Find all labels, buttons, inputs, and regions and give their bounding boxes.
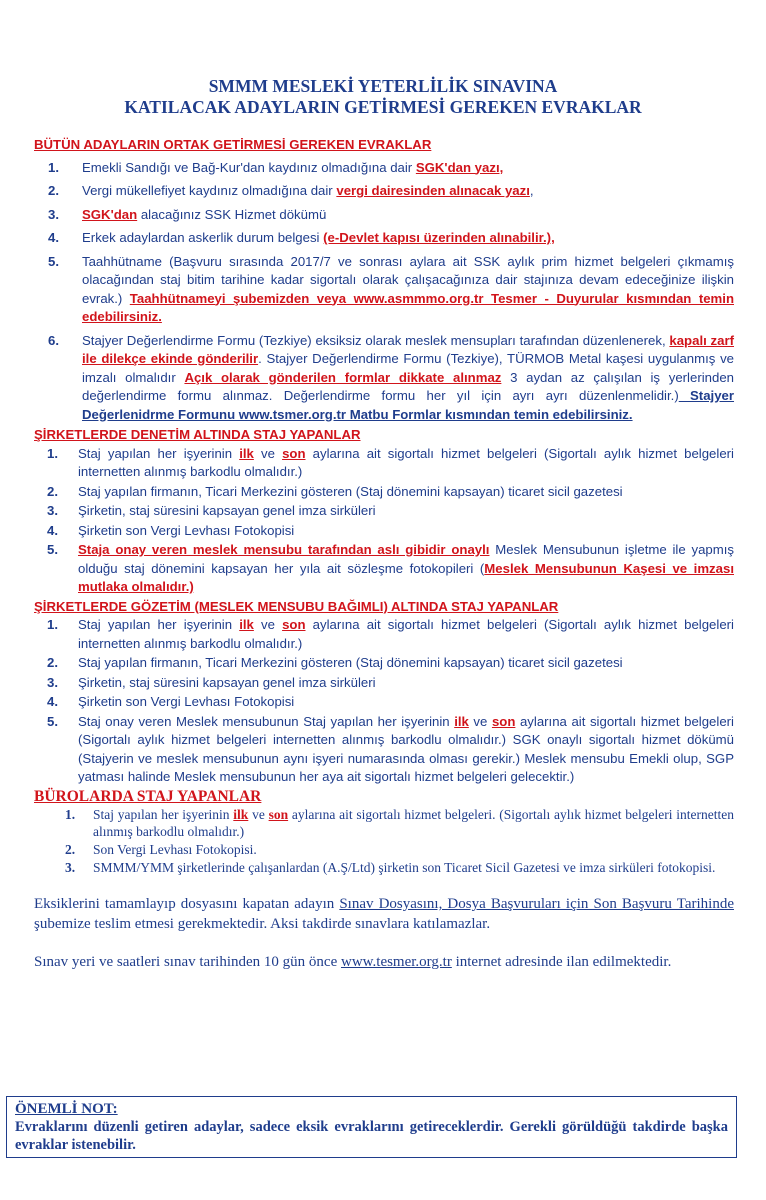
item-number: 5.	[48, 253, 59, 269]
office-internship-list	[34, 806, 734, 876]
item-highlight: son	[282, 617, 306, 632]
item-text: ve	[468, 713, 492, 729]
item-highlight: son	[282, 445, 306, 461]
item-text: 3 aydan az çalışılan iş yerlerinden değerlendirme formu alınmaz. Değerlendirme formu her yıl için ayrı ayrı düzenlenmelidir.)	[82, 369, 734, 403]
item-text: Son Vergi Levhası Fotokopisi.	[93, 842, 257, 857]
item-text: ,	[529, 183, 534, 198]
document-body	[34, 136, 734, 972]
item-text: Staj yapılan firmanın, Ticari Merkezini gösteren (Staj dönemini kapsayan) ticaret sicil gazetesi	[78, 655, 623, 670]
item-text: Taahhütname (Başvuru sırasında 2017/7 ve sonrası aylara ait SSK aylık prim hizmet belgeleri çıkmamış olacağından staj bitim tarihine kadar sigortalı olarak çalışacağınıza dair stajınıza devam edeceğinize ilişkin evrak.)	[82, 253, 734, 306]
item-highlight: ilk	[454, 713, 469, 729]
item-highlight: Staja onay veren meslek mensubu tarafından aslı gibidir onaylı	[78, 542, 490, 557]
item-highlight: son	[491, 713, 516, 729]
item-text: Şirketin son Vergi Levhası Fotokopisi	[78, 694, 295, 709]
list-item	[34, 483, 734, 502]
important-note-box	[6, 1096, 737, 1158]
item-number: 3.	[48, 206, 59, 222]
item-number: 1.	[47, 445, 58, 461]
list-item	[34, 841, 734, 858]
item-number: 3.	[65, 860, 76, 875]
important-note-heading: ÖNEMLİ NOT:	[15, 1101, 118, 1117]
document-title-line-2: KATILACAK ADAYLARIN GETİRMESİ GEREKEN EVRAKLAR	[124, 97, 642, 117]
item-number: 4.	[47, 522, 58, 538]
item-number: 1.	[48, 159, 59, 175]
list-item	[34, 674, 734, 693]
list-item	[34, 806, 734, 840]
item-number: 2.	[65, 842, 76, 857]
item-number: 2.	[48, 183, 59, 198]
item-highlight: ilk	[233, 807, 249, 822]
paragraph-text: internet adresinde ilan edilmektedir.	[451, 954, 672, 970]
item-text: Emekli Sandığı ve Bağ-Kur'dan kaydınız olmadığına dair	[82, 159, 416, 175]
item-text: aylarına ait sigortalı hizmet belgeleri (Sigortalı aylık hizmet belgeleri internetten alınmış barkodlu olmalıdır.) SGK onaylı sigortalı hizmet dökümü (Stajyerin ve meslek mensubunun aynı işyeri numarasında olması gerekir.) Meslek mensubu Emekli olup, SGP yatması halinde Meslek mensubunun her aya ait sigortalı hizmet belgeleri gelecektir.)	[78, 713, 734, 784]
deadline-underlined-text: Sınav Dosyasını, Dosya Başvuruları için Son Başvuru Tarihinde	[339, 896, 734, 912]
item-text: SMMM/YMM şirketlerinde çalışanlardan (A.Ş/Ltd) şirketin son Ticaret Sicil Gazetesi ve imza sirküleri fotokopisi.	[93, 860, 716, 875]
list-item	[34, 502, 734, 521]
important-note-text: Evraklarını düzenli getiren adaylar, sadece eksik evraklarını getireceklerdir. Gerekli görüldüğü takdirde başka evraklar istenebilir.	[15, 1119, 728, 1153]
paragraph-text: şubemize teslim etmesi gerekmektedir. Aksi takdirde sınavlara katılamazlar.	[34, 916, 491, 932]
section-heading-audit-internship: ŞİRKETLERDE DENETİM ALTINDA STAJ YAPANLAR	[34, 427, 361, 442]
item-text: Erkek adaylardan askerlik durum belgesi	[82, 230, 324, 245]
section-heading-office-internship: BÜROLARDA STAJ YAPANLAR	[34, 787, 262, 805]
item-number: 1.	[65, 807, 76, 822]
item-text: Vergi mükellefiyet kaydınız olmadığına dair	[82, 183, 337, 198]
paragraph-text: Sınav yeri ve saatleri sınav tarihinden 10 gün önce	[34, 954, 341, 970]
audit-internship-list	[34, 445, 734, 597]
item-number: 1.	[47, 617, 58, 632]
list-item	[34, 859, 734, 876]
list-item	[34, 206, 734, 225]
item-text: Şirketin, staj süresini kapsayan genel imza sirküleri	[78, 674, 376, 690]
paragraph-text: Eksiklerini tamamlayıp dosyasını kapatan adayın	[34, 896, 340, 912]
item-number: 2.	[47, 483, 58, 499]
item-highlight: Meslek Mensubunun Kaşesi ve imzası mutlaka olmalıdır.)	[78, 560, 734, 594]
common-documents-list	[34, 159, 734, 425]
item-number: 4.	[47, 694, 58, 709]
item-number: 4.	[48, 230, 59, 245]
item-text: Şirketin, staj süresini kapsayan genel imza sirküleri	[78, 503, 376, 518]
item-text: alacağınız SSK Hizmet dökümü	[137, 206, 327, 222]
item-text: Stajyer Değerlendirme Formu (Tezkiye) eksiksiz olarak meslek mensupları tarafından düzenlenerek,	[82, 332, 670, 348]
item-number: 3.	[47, 503, 58, 518]
list-item	[34, 445, 734, 482]
list-item	[34, 541, 734, 597]
item-text: Meslek Mensubunun işletme ile yapmış olduğu staj dönemini kapsayan her yıla ait sözleşme fotokopileri (	[78, 542, 734, 576]
item-highlight: SGK'dan	[82, 206, 138, 222]
item-highlight: SGK'dan yazı,	[415, 159, 504, 175]
item-highlight: (e-Devlet kapısı üzerinden alınabilir.),	[323, 230, 555, 245]
item-number: 6.	[48, 332, 59, 348]
list-item	[34, 253, 734, 327]
item-highlight: Açık olarak gönderilen formlar dikkate alınmaz	[184, 369, 502, 385]
list-item	[34, 654, 734, 673]
item-text: aylarına ait sigortalı hizmet belgeleri. (Sigortalı aylık hizmet belgeleri internetten alınmış barkodlu olmalıdır.)	[93, 807, 735, 839]
list-item	[34, 693, 734, 712]
item-text: . Stajyer Değerlendirme Formu (Tezkiye), TÜRMOB Metal kaşesi uygulanmış ve imzalı olmalıdır	[82, 351, 734, 385]
item-highlight: Taahhütnameyi şubemizden veya www.asmmmo.org.tr Tesmer - Duyurular kısmından temin edebilirsiniz.	[82, 290, 734, 324]
list-item	[34, 229, 734, 248]
website-link[interactable]: www.tesmer.org.tr	[341, 954, 452, 970]
item-text: Staj yapılan her işyerinin	[78, 617, 240, 632]
item-highlight: vergi dairesinden alınacak yazı	[336, 183, 530, 198]
form-link-text: Stajyer Değerlenidrme Formunu www.tsmer.org.tr Matbu Formlar kısmından temin edebilirsiniz.	[82, 388, 735, 422]
list-item	[34, 159, 734, 178]
item-text: ve	[253, 617, 283, 632]
list-item	[34, 713, 734, 787]
item-text: Şirketin son Vergi Levhası Fotokopisi	[78, 522, 295, 538]
item-highlight: ilk	[239, 445, 254, 461]
list-item	[34, 332, 734, 425]
item-text: aylarına ait sigortalı hizmet belgeleri (Sigortalı aylık hizmet belgeleri internetten alınmış barkodlu olmalıdır.)	[78, 445, 734, 479]
submission-paragraph	[34, 894, 734, 934]
item-text: Staj onay veren Meslek mensubunun Staj yapılan her işyerinin	[78, 713, 455, 729]
item-highlight: son	[268, 807, 289, 822]
supervised-internship-list	[34, 616, 734, 787]
item-number: 5.	[47, 542, 58, 557]
item-number: 2.	[47, 655, 58, 670]
exam-location-paragraph	[34, 952, 734, 972]
section-heading-supervised-internship: ŞİRKETLERDE GÖZETİM (MESLEK MENSUBU BAĞIMLI) ALTINDA STAJ YAPANLAR	[34, 598, 559, 614]
item-text: ve	[253, 445, 283, 461]
item-number: 5.	[47, 713, 58, 729]
item-text: Staj yapılan firmanın, Ticari Merkezini gösteren (Staj dönemini kapsayan) ticaret sicil gazetesi	[78, 483, 623, 499]
item-text: ve	[248, 807, 269, 822]
item-number: 3.	[47, 674, 58, 690]
document-title-line-1: SMMM MESLEKİ YETERLİLİK SINAVINA	[208, 76, 558, 96]
item-text: Staj yapılan her işyerinin	[93, 807, 234, 822]
list-item	[34, 522, 734, 541]
list-item	[34, 182, 734, 201]
item-text: aylarına ait sigortalı hizmet belgeleri (Sigortalı aylık hizmet belgeleri internetten alınmış barkodlu olmalıdır.)	[78, 617, 734, 651]
item-text: Staj yapılan her işyerinin	[78, 445, 240, 461]
item-highlight: ilk	[239, 617, 254, 632]
item-highlight: kapalı zarf ile dilekçe ekinde gönderilir	[82, 332, 734, 366]
section-heading-common-documents: BÜTÜN ADAYLARIN ORTAK GETİRMESİ GEREKEN EVRAKLAR	[34, 137, 432, 152]
list-item	[34, 616, 734, 653]
